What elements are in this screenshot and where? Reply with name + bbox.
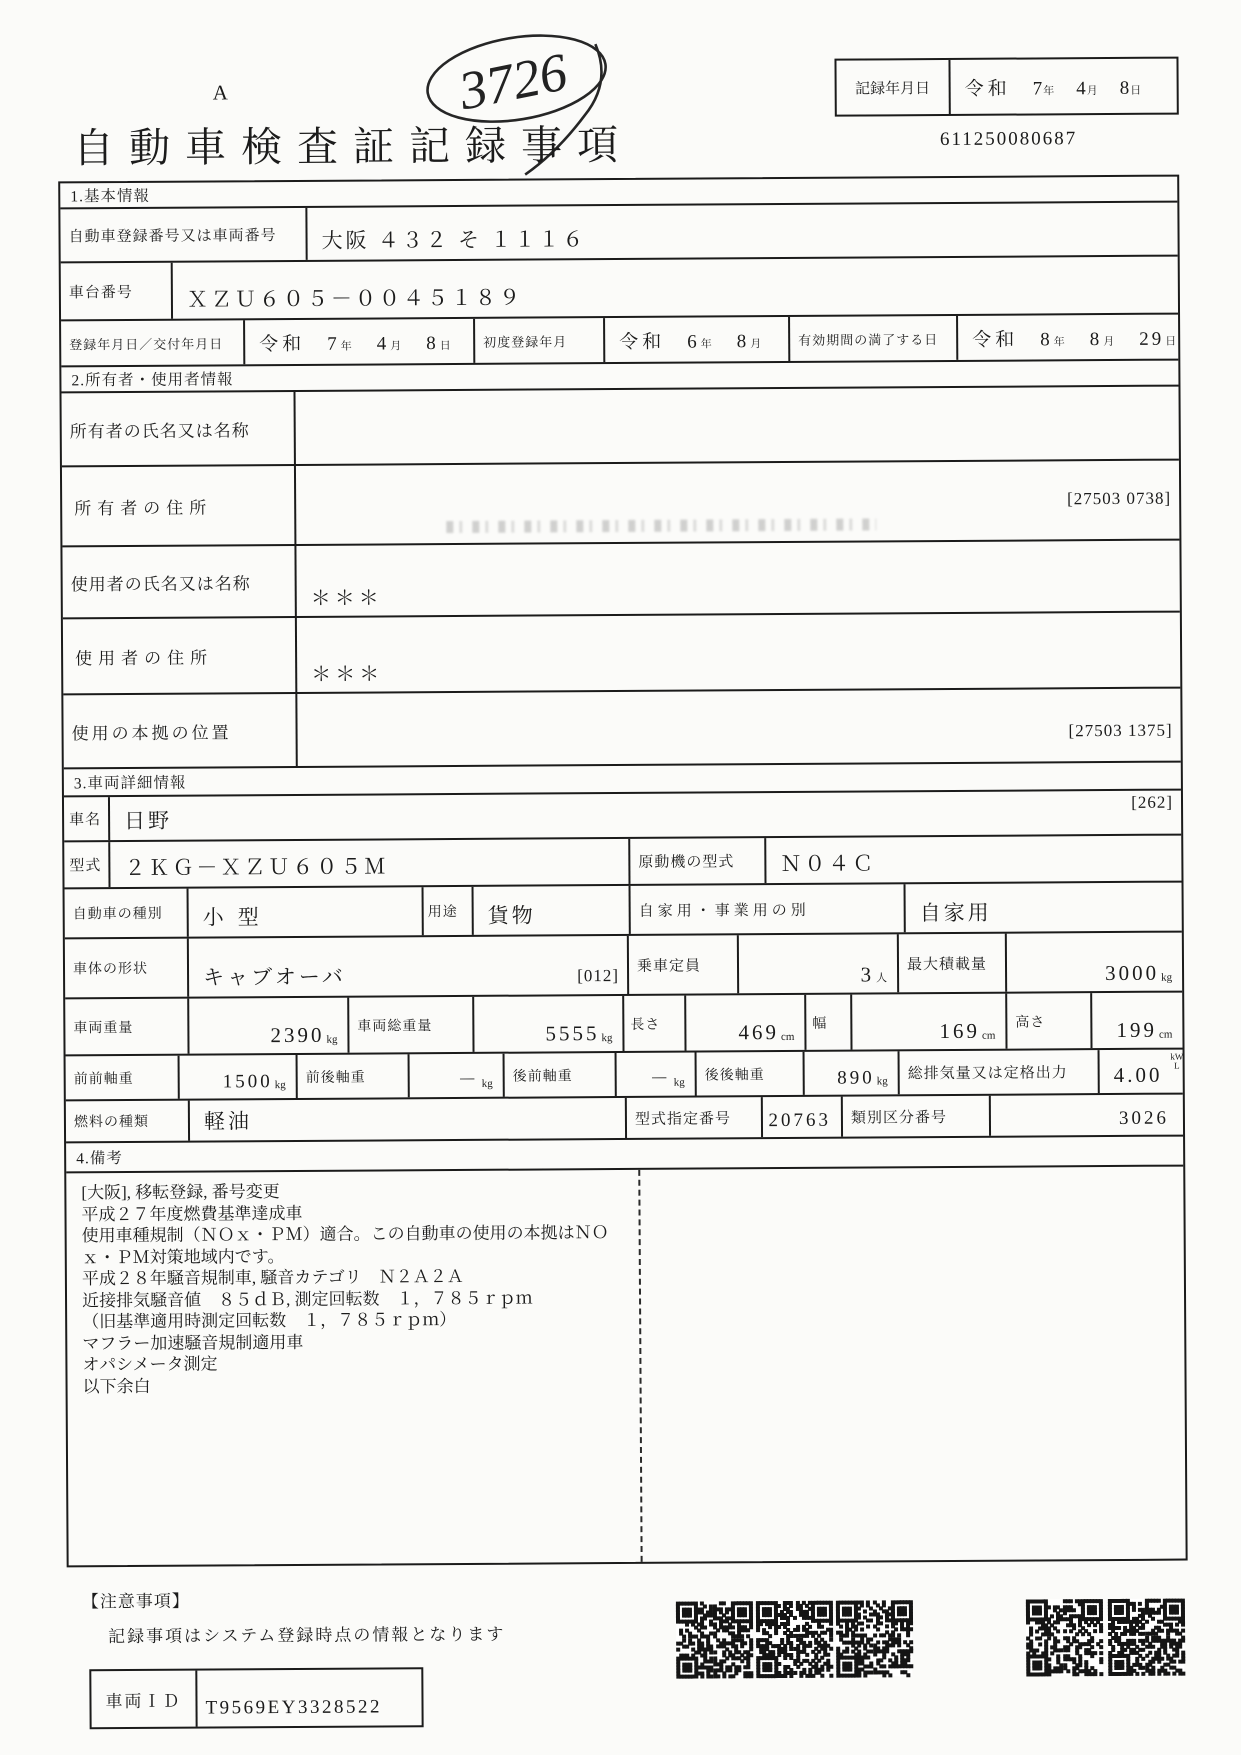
car-name-label: 車名 <box>69 812 102 829</box>
displacement-unit: kW L <box>1170 1051 1184 1071</box>
notice-title: 【注意事項】 <box>81 1591 190 1612</box>
use-label: 用途 <box>422 887 472 935</box>
model-label: 型式 <box>69 858 102 875</box>
row-dimensions <box>65 993 1182 1057</box>
user-name-label: 使用者の氏名又は名称 <box>70 573 251 594</box>
axle-rear-rear-value: 890 kg <box>803 1051 898 1095</box>
ownership-value: 自家用 <box>904 883 1182 933</box>
handwritten-number: 3726 <box>454 41 572 122</box>
car-name-code: [262] <box>1131 792 1174 812</box>
height-label: 高さ <box>1005 993 1090 1049</box>
first-registration-value: 令和 6 年 8 月 <box>603 317 788 362</box>
user-name-value: ＊＊＊ <box>294 541 1179 616</box>
record-date-value: 令和 7 年 4 月 8 日 <box>950 59 1176 114</box>
section3-header: 3.車両詳細情報 <box>64 763 1181 798</box>
axle-front-front-value: 1500 kg <box>178 1055 296 1099</box>
axle-rear-front-value: － kg <box>615 1053 695 1096</box>
owner-address-code: [27503 0738] <box>1067 488 1172 509</box>
fuel-label: 燃料の種類 <box>73 1114 149 1131</box>
remark-line: 平成２８年騒音規制車, 騒音カテゴリ Ｎ２Ａ２Ａ <box>81 1266 464 1289</box>
max-load-value: 3000 kg <box>1005 933 1182 992</box>
remark-line: マフラー加速騒音規制適用車 <box>82 1332 304 1353</box>
vehicle-weight-label: 車両重量 <box>73 1020 134 1036</box>
type-designation-label: 型式指定番号 <box>625 1097 761 1138</box>
row-user-name <box>62 541 1179 620</box>
row-registration-dates <box>61 315 1178 368</box>
notice-text: 記録事項はシステム登録時点の情報となります <box>108 1624 506 1647</box>
section2-header: 2.所有者・使用者情報 <box>61 361 1178 394</box>
section4-header: 4.備考 <box>66 1137 1183 1174</box>
axle-front-rear-label: 前後軸重 <box>296 1054 408 1098</box>
expiry-date-label: 有効期間の満了する日 <box>788 316 956 361</box>
body-shape-code: [012] <box>577 966 620 986</box>
qr-code-2 <box>756 1601 832 1677</box>
registration-date-value: 令和 7 年 4 月 8 日 <box>243 319 473 364</box>
height-value: 199 cm <box>1090 993 1182 1049</box>
chassis-number-value: ＸＺＵ６０５－００４５１８９ <box>171 257 1178 319</box>
ownership-label: 自家用・事業用の別 <box>629 884 904 934</box>
corner-label: A <box>212 80 229 105</box>
remark-line: 近接排気騒音値 ８５ｄＢ, 測定回転数 １，７８５ｒｐｍ <box>81 1288 533 1310</box>
owner-name-value <box>293 387 1178 464</box>
plate-number-label: 自動車登録番号又は車両番号 <box>68 227 277 245</box>
base-location-code: [27503 1375] <box>1068 720 1173 741</box>
base-location-value <box>295 689 1180 766</box>
row-axle-weights <box>66 1050 1183 1102</box>
section1-header: 1.基本情報 <box>60 177 1177 210</box>
base-location-label: 使用の本拠の位置 <box>71 722 232 743</box>
type-designation-value: 20763 <box>761 1097 841 1137</box>
remark-line: ｘ・ＰＭ対策地域内です。 <box>81 1246 285 1267</box>
axle-front-rear-value: － kg <box>408 1054 503 1098</box>
first-registration-label: 初度登録年月 <box>473 318 603 363</box>
owner-address-label: 所有者の住所 <box>74 497 213 518</box>
capacity-value: 3 人 <box>737 934 897 993</box>
row-model <box>64 836 1181 890</box>
remark-line: 使用車種規制（ＮＯｘ・ＰＭ）適合。この自動車の使用の本拠はＮＯ <box>81 1223 609 1246</box>
row-vehicle-class <box>65 883 1182 940</box>
main-table <box>58 175 1187 1568</box>
record-date-box <box>834 57 1178 117</box>
vehicle-id-label: 車両ＩＤ <box>91 1671 197 1728</box>
row-fuel <box>66 1095 1183 1144</box>
gross-weight-label: 車両総重量 <box>347 997 472 1053</box>
vehicle-id-box <box>89 1667 423 1729</box>
vehicle-class-label: 自動車の種別 <box>72 906 163 923</box>
length-label: 長さ <box>622 996 684 1051</box>
engine-model-label: 原動機の型式 <box>628 838 764 884</box>
body-shape-value: キャブオーバ [012] <box>187 936 627 997</box>
qr-code-1 <box>676 1601 752 1677</box>
gross-weight-value: 5555 kg <box>472 996 622 1052</box>
remark-line: オパシメータ測定 <box>82 1354 218 1375</box>
fuel-value: 軽油 <box>188 1098 625 1141</box>
user-address-label: 使用者の住所 <box>75 647 214 668</box>
classification-value: 3026 <box>989 1095 1183 1136</box>
row-plate-number <box>60 203 1177 264</box>
qr-code-5 <box>1108 1599 1184 1675</box>
axle-rear-rear-label: 後後軸重 <box>695 1052 803 1096</box>
row-body-shape <box>65 933 1182 1000</box>
row-user-address <box>63 613 1180 696</box>
remark-line: （旧基準適用時測定回転数 １，７８５ｒｐｍ） <box>82 1310 457 1332</box>
engine-model-value: Ｎ０４Ｃ <box>764 836 1181 884</box>
registration-date-label: 登録年月日／交付年月日 <box>69 335 224 352</box>
body-shape-label: 車体の形状 <box>72 961 149 978</box>
width-value: 169 cm <box>850 994 1005 1050</box>
displacement-label: 総排気量又は定格出力 <box>898 1050 1098 1094</box>
capacity-label: 乗車定員 <box>627 935 737 994</box>
width-label: 幅 <box>804 995 850 1050</box>
remarks-text <box>81 1179 609 1397</box>
row-base-location <box>63 689 1180 770</box>
user-address-value: ＊＊＊ <box>295 613 1180 692</box>
record-date-era: 令和 <box>964 78 1011 100</box>
row-chassis-number <box>61 257 1178 322</box>
vehicle-weight-value: 2390 kg <box>187 998 347 1054</box>
row-owner-address <box>62 461 1179 548</box>
expiry-date-value: 令和 8 年 8 月 29 日 <box>956 315 1179 360</box>
redacted-address-smudge <box>446 518 876 533</box>
vehicle-id-value: T9569EY3328522 <box>205 1696 383 1719</box>
record-date-label: 記録年月日 <box>836 60 950 115</box>
chassis-number-label: 車台番号 <box>68 284 133 301</box>
length-value: 469 cm <box>684 995 804 1051</box>
remark-line: 平成２７年度燃費基準達成車 <box>81 1203 303 1224</box>
classification-label: 類別区分番号 <box>841 1096 989 1137</box>
remarks-box <box>66 1167 1185 1566</box>
use-value: 貨物 <box>472 886 629 935</box>
row-car-name <box>64 791 1181 843</box>
remarks-divider <box>638 1170 642 1562</box>
axle-front-front-label: 前前軸重 <box>73 1071 134 1087</box>
axle-rear-front-label: 後前軸重 <box>503 1053 615 1097</box>
car-name-value: 日野 [262] <box>108 791 1181 841</box>
document-number: 611250080687 <box>939 128 1078 151</box>
displacement-value: 4.00 kW L <box>1098 1050 1189 1094</box>
plate-number-value: 大阪 ４３２ そ １１１６ <box>305 203 1177 260</box>
page-title: 自動車検査証記録事項 <box>72 121 634 172</box>
remark-line: 以下余白 <box>82 1376 151 1396</box>
remark-line: [大阪], 移転登録, 番号変更 <box>81 1182 280 1203</box>
model-value: ２ＫＧ－ＸＺＵ６０５Ｍ <box>108 839 628 887</box>
owner-address-value <box>294 461 1179 544</box>
row-owner-name <box>61 387 1178 468</box>
qr-code-3 <box>836 1600 912 1676</box>
owner-name-label: 所有者の氏名又は名称 <box>69 420 250 441</box>
qr-code-4 <box>1026 1599 1102 1675</box>
max-load-label: 最大積載量 <box>897 934 1005 993</box>
vehicle-class-value: 小型 <box>187 887 422 936</box>
